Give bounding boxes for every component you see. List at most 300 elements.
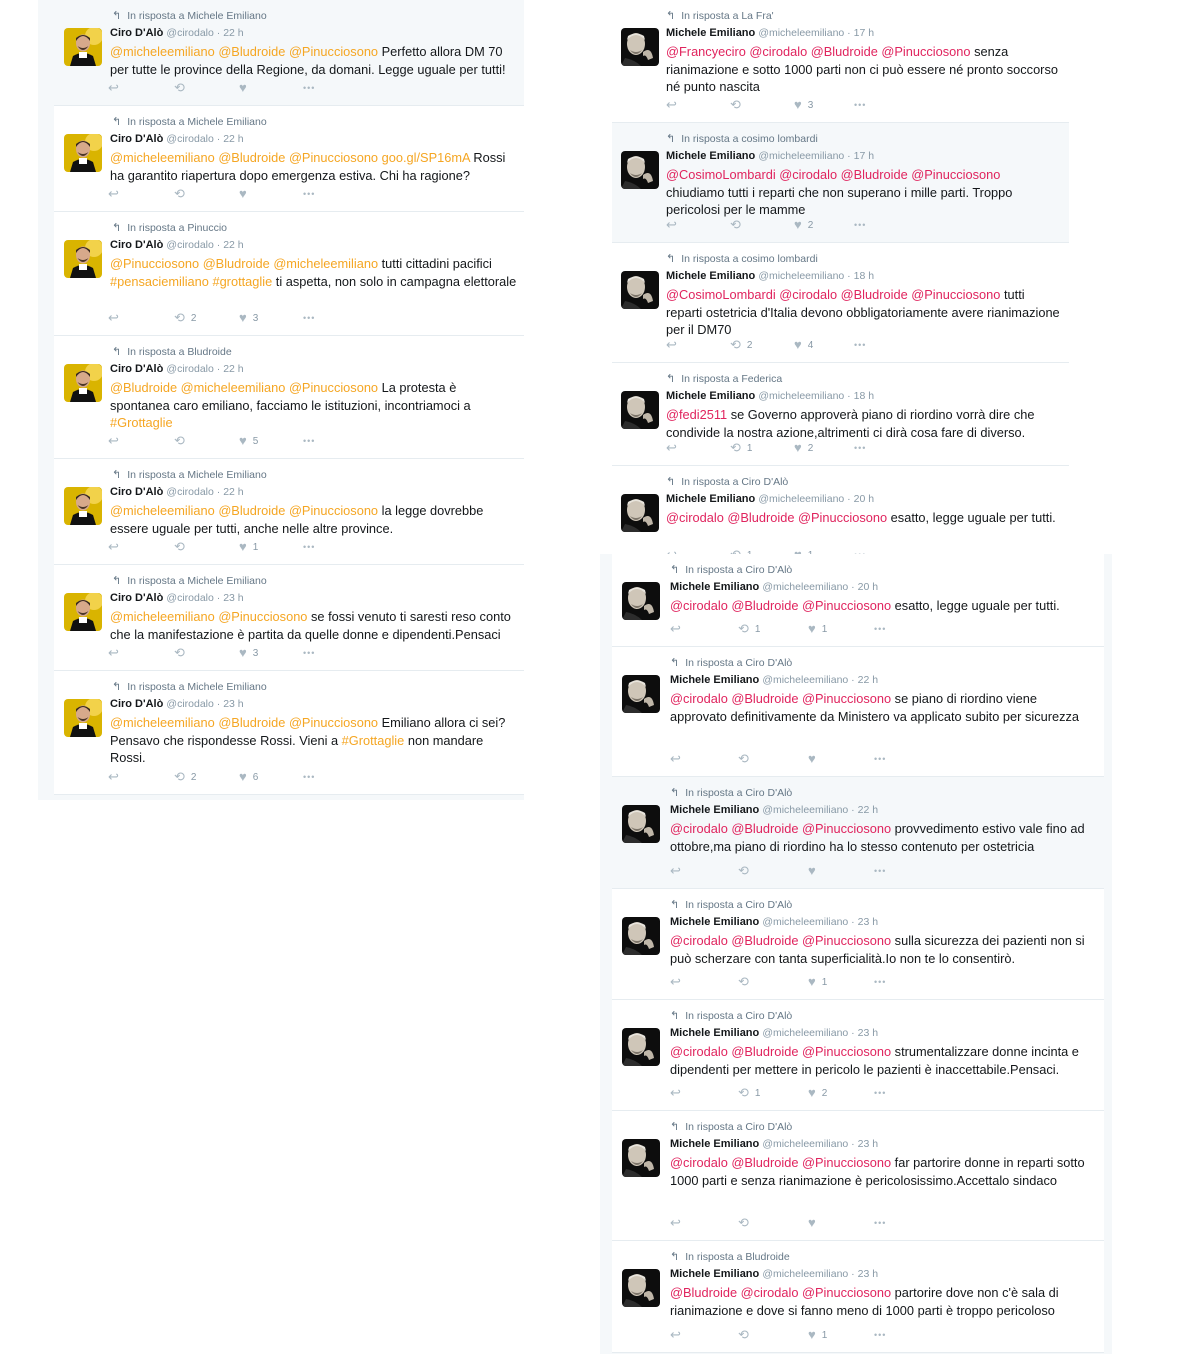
reply-icon: ↩	[666, 97, 677, 112]
heart-icon: ♥	[794, 97, 802, 112]
retweet-button[interactable]	[174, 539, 191, 555]
tweet[interactable]	[54, 565, 524, 671]
mention-link[interactable]: @Bludroide	[731, 933, 799, 948]
tweet[interactable]	[612, 123, 1069, 243]
timestamp[interactable]: 22 h	[223, 239, 244, 251]
mention-link[interactable]: @cirodalo	[740, 1285, 799, 1300]
like-button[interactable]	[239, 80, 253, 96]
mention-link[interactable]: @Bludroide	[840, 167, 908, 182]
tweet[interactable]	[612, 243, 1069, 363]
timestamp[interactable]: 22 h	[223, 27, 244, 39]
avatar[interactable]	[621, 28, 659, 66]
reply-context	[112, 680, 267, 693]
avatar[interactable]	[622, 805, 660, 843]
tweet[interactable]	[54, 336, 524, 459]
timestamp[interactable]: 23 h	[857, 1138, 879, 1150]
author-handle[interactable]: @micheleemiliano	[762, 916, 849, 928]
mention-link[interactable]: @Pinucciosono	[288, 380, 379, 395]
more-button[interactable]	[303, 539, 315, 555]
author-handle[interactable]: @cirodalo	[166, 133, 214, 145]
tweet[interactable]	[612, 363, 1069, 466]
reply-context	[670, 1250, 790, 1263]
avatar[interactable]	[64, 487, 102, 525]
like-button[interactable]	[808, 1327, 827, 1343]
mention-link[interactable]: @cirodalo	[670, 821, 728, 836]
reply-button[interactable]	[666, 217, 677, 233]
tweet[interactable]	[54, 459, 524, 565]
reply-context-icon: ↰	[112, 116, 122, 128]
author-name[interactable]: Michele Emiliano	[670, 1138, 760, 1150]
mention-link[interactable]: @cirodalo	[670, 1155, 728, 1170]
reply-context-icon: ↰	[666, 373, 676, 385]
retweet-button[interactable]	[174, 186, 191, 202]
mention-link[interactable]: @Bludroide	[731, 598, 799, 613]
timestamp[interactable]: 22 h	[223, 363, 244, 375]
like-button[interactable]	[239, 769, 258, 785]
reply-context-icon: ↰	[670, 1010, 680, 1022]
like-button[interactable]	[808, 974, 827, 990]
avatar[interactable]	[622, 1139, 660, 1177]
mention-link[interactable]: @Bludroide	[218, 503, 286, 518]
author-handle[interactable]: @cirodalo	[166, 239, 214, 251]
retweet-button[interactable]	[738, 751, 755, 767]
mention-link[interactable]: @micheleemiliano	[273, 256, 379, 271]
time-separator: ·	[213, 27, 224, 39]
mention-link[interactable]: @micheleemiliano	[110, 44, 215, 59]
tweet-text	[670, 932, 1096, 967]
tweet-header	[666, 270, 874, 282]
reply-button[interactable]	[108, 433, 119, 449]
mention-link[interactable]: @cirodalo	[749, 44, 808, 59]
avatar[interactable]	[622, 1028, 660, 1066]
timestamp[interactable]: 18 h	[853, 390, 875, 402]
tweet-actions	[612, 1085, 1104, 1101]
retweet-icon: ⟲	[174, 769, 185, 784]
mention-link[interactable]: @Bludroide	[218, 150, 286, 165]
heart-icon: ♥	[239, 310, 247, 325]
timestamp[interactable]: 23 h	[223, 698, 244, 710]
retweet-button[interactable]	[738, 1327, 755, 1343]
mention-link[interactable]: @CosimoLombardi	[666, 167, 776, 182]
author-name[interactable]: Michele Emiliano	[666, 390, 756, 402]
reply-button[interactable]	[108, 539, 119, 555]
time-separator: ·	[844, 270, 854, 282]
more-button[interactable]	[303, 186, 315, 202]
more-button[interactable]	[874, 1327, 886, 1343]
reply-context	[112, 115, 267, 128]
author-name[interactable]: Michele Emiliano	[670, 674, 760, 686]
author-name[interactable]: Michele Emiliano	[666, 493, 756, 505]
reply-button[interactable]	[666, 97, 677, 113]
retweet-button[interactable]	[174, 310, 196, 326]
author-handle[interactable]: @cirodalo	[166, 27, 214, 39]
mention-link[interactable]: @Bludroide	[202, 256, 270, 271]
author-handle[interactable]: @micheleemiliano	[762, 804, 849, 816]
retweet-button[interactable]	[738, 863, 755, 879]
author-handle[interactable]: @micheleemiliano	[758, 150, 845, 162]
reply-context-icon: ↰	[666, 10, 676, 22]
tweet[interactable]	[612, 889, 1104, 1000]
avatar[interactable]	[621, 271, 659, 309]
tweet-text	[110, 43, 518, 78]
more-button[interactable]	[874, 751, 886, 767]
author-handle[interactable]: @micheleemiliano	[758, 270, 845, 282]
like-button[interactable]	[239, 433, 258, 449]
more-button[interactable]	[303, 645, 315, 661]
reply-button[interactable]	[108, 310, 119, 326]
reply-context	[670, 1120, 792, 1133]
more-button[interactable]	[854, 440, 866, 456]
mention-link[interactable]: @fedi2511	[666, 407, 728, 422]
tweet[interactable]	[612, 554, 1104, 647]
reply-button[interactable]	[108, 186, 119, 202]
tweet[interactable]	[612, 647, 1104, 777]
mention-link[interactable]: @Pinucciosono	[110, 256, 200, 271]
reply-button[interactable]	[108, 80, 119, 96]
author-handle[interactable]: @micheleemiliano	[762, 674, 849, 686]
retweet-button[interactable]	[738, 1215, 755, 1231]
retweet-button[interactable]	[174, 80, 191, 96]
mention-link[interactable]: @Bludroide	[110, 380, 178, 395]
mention-link[interactable]: @Pinucciosono	[911, 287, 1001, 302]
tweet[interactable]	[612, 0, 1069, 123]
retweet-button[interactable]	[174, 433, 191, 449]
author-name[interactable]: Michele Emiliano	[670, 1027, 760, 1039]
tweet-header	[670, 1138, 878, 1150]
like-button[interactable]	[794, 337, 813, 353]
tweet[interactable]	[612, 777, 1104, 889]
retweet-button[interactable]	[738, 1085, 760, 1101]
more-button[interactable]	[874, 863, 886, 879]
timestamp[interactable]: 23 h	[857, 1268, 879, 1280]
heart-icon: ♥	[794, 337, 802, 352]
like-count: 1	[821, 976, 828, 988]
mention-link[interactable]: @micheleemiliano	[110, 503, 215, 518]
reply-context	[670, 898, 792, 911]
mention-link[interactable]: @Pinucciosono	[288, 44, 379, 59]
like-button[interactable]	[239, 310, 258, 326]
author-name[interactable]: Michele Emiliano	[670, 581, 760, 593]
timestamp[interactable]: 17 h	[853, 27, 875, 39]
hashtag-link[interactable]: #grottaglie	[212, 273, 273, 289]
time-separator: ·	[213, 363, 224, 375]
tweet-actions	[612, 1215, 1104, 1231]
like-button[interactable]	[794, 97, 813, 113]
author-handle[interactable]: @cirodalo	[166, 698, 214, 710]
like-button[interactable]	[808, 751, 822, 767]
tweet[interactable]	[612, 1241, 1104, 1353]
author-name[interactable]: Ciro D'Alò	[110, 239, 164, 251]
mention-link[interactable]: @Bludroide	[810, 44, 878, 59]
retweet-count: 2	[190, 312, 197, 324]
more-button[interactable]	[854, 337, 866, 353]
mention-link[interactable]: @CosimoLombardi	[666, 287, 776, 302]
author-name[interactable]: Ciro D'Alò	[110, 27, 164, 39]
retweet-button[interactable]	[730, 217, 747, 233]
heart-icon: ♥	[808, 621, 816, 636]
more-button[interactable]	[854, 97, 866, 113]
retweet-button[interactable]	[174, 645, 191, 661]
timestamp[interactable]: 22 h	[857, 674, 879, 686]
more-button[interactable]	[874, 974, 886, 990]
reply-context-text: In risposta a Ciro D'Alò	[685, 787, 793, 799]
more-button[interactable]	[303, 433, 315, 449]
mention-link[interactable]: @Francyeciro	[666, 44, 746, 59]
timestamp[interactable]: 20 h	[853, 493, 875, 505]
mention-link[interactable]: @Bludroide	[670, 1285, 738, 1300]
tweet[interactable]	[612, 1000, 1104, 1111]
reply-context-text: In risposta a Ciro D'Alò	[685, 1010, 793, 1022]
mention-link[interactable]: @Pinucciosono	[288, 715, 379, 730]
retweet-button[interactable]	[174, 769, 196, 785]
author-handle[interactable]: @micheleemiliano	[758, 493, 845, 505]
retweet-icon: ⟲	[738, 751, 749, 766]
mention-link[interactable]: @micheleemiliano	[180, 380, 286, 395]
reply-button[interactable]	[670, 751, 681, 767]
reply-context-icon: ↰	[112, 346, 122, 358]
avatar[interactable]	[622, 675, 660, 713]
author-handle[interactable]: @cirodalo	[166, 363, 214, 375]
tweet[interactable]	[54, 106, 524, 212]
hashtag-link[interactable]: #Grottaglie	[341, 732, 405, 748]
timestamp[interactable]: 18 h	[853, 270, 875, 282]
retweet-icon: ⟲	[174, 645, 185, 660]
like-button[interactable]	[808, 621, 827, 637]
mention-link[interactable]: @Pinucciosono	[288, 503, 379, 518]
mention-link[interactable]: @Pinucciosono	[802, 933, 892, 948]
avatar[interactable]	[64, 699, 102, 737]
mention-link[interactable]: @Bludroide	[218, 715, 286, 730]
retweet-icon: ⟲	[738, 1215, 749, 1230]
author-handle[interactable]: @micheleemiliano	[762, 1138, 849, 1150]
mention-link[interactable]: @Bludroide	[731, 1155, 799, 1170]
mention-link[interactable]: @Bludroide	[731, 691, 799, 706]
mention-link[interactable]: @Bludroide	[218, 44, 286, 59]
tweet-actions	[54, 645, 524, 661]
avatar[interactable]	[622, 582, 660, 620]
reply-button[interactable]	[666, 440, 677, 456]
mention-link[interactable]: @cirodalo	[670, 691, 728, 706]
tweet-actions	[54, 539, 524, 555]
avatar[interactable]	[621, 391, 659, 429]
timestamp[interactable]: 23 h	[223, 592, 244, 604]
avatar[interactable]	[64, 364, 102, 402]
reply-button[interactable]	[108, 769, 119, 785]
hashtag-link[interactable]: #Grottaglie	[110, 415, 173, 431]
mention-link[interactable]: @Pinucciosono	[798, 510, 888, 525]
reply-button[interactable]	[670, 974, 681, 990]
reply-context-text: In risposta a Pinuccio	[127, 222, 228, 234]
author-name[interactable]: Ciro D'Alò	[110, 363, 164, 375]
like-button[interactable]	[808, 1085, 827, 1101]
mention-link[interactable]: @Pinucciosono	[802, 691, 892, 706]
tweet-text	[110, 608, 518, 643]
mention-link[interactable]: @Bludroide	[840, 287, 908, 302]
author-name[interactable]: Michele Emiliano	[666, 27, 756, 39]
tweet-text	[110, 149, 518, 184]
reply-button[interactable]	[108, 645, 119, 661]
author-name[interactable]: Ciro D'Alò	[110, 592, 164, 604]
reply-button[interactable]	[670, 1085, 681, 1101]
author-name[interactable]: Michele Emiliano	[666, 270, 756, 282]
retweet-button[interactable]	[730, 97, 747, 113]
avatar[interactable]	[64, 134, 102, 172]
reply-context-icon: ↰	[670, 1121, 680, 1133]
mention-link[interactable]: @Pinucciosono	[881, 44, 971, 59]
reply-button[interactable]	[666, 337, 677, 353]
tweet-text	[666, 509, 1062, 527]
reply-icon: ↩	[108, 645, 119, 660]
author-handle[interactable]: @micheleemiliano	[758, 390, 845, 402]
reply-context	[670, 563, 792, 576]
reply-button[interactable]	[670, 863, 681, 879]
avatar[interactable]	[621, 151, 659, 189]
mention-link[interactable]: @Bludroide	[731, 821, 799, 836]
reply-button[interactable]	[670, 621, 681, 637]
time-separator: ·	[213, 239, 224, 251]
like-count: 4	[807, 339, 814, 351]
more-button[interactable]	[874, 1215, 886, 1231]
mention-link[interactable]: @cirodalo	[670, 598, 728, 613]
timestamp[interactable]: 20 h	[857, 581, 879, 593]
tweet-text-segment: non mandare Rossi.	[110, 732, 484, 766]
tweet-header	[670, 581, 878, 593]
retweet-button[interactable]	[730, 337, 752, 353]
author-name[interactable]: Ciro D'Alò	[110, 133, 164, 145]
mention-link[interactable]: @Bludroide	[731, 1044, 799, 1059]
mention-link[interactable]: @Pinucciosono	[288, 150, 379, 165]
like-button[interactable]	[239, 539, 258, 555]
reply-button[interactable]	[670, 1327, 681, 1343]
timestamp[interactable]: 23 h	[857, 1027, 879, 1039]
reply-context-text: In risposta a cosimo lombardi	[681, 133, 818, 145]
reply-context-text: In risposta a Bludroide	[685, 1251, 790, 1263]
author-handle[interactable]: @micheleemiliano	[762, 1027, 849, 1039]
author-name[interactable]: Ciro D'Alò	[110, 698, 164, 710]
tweet-text-segment: Perfetto allora DM 70 per tutte le province della Regione, da domani. Legge uguale per tutti!	[110, 44, 506, 77]
mention-link[interactable]: @Pinucciosono	[911, 167, 1001, 182]
timestamp[interactable]: 23 h	[857, 916, 879, 928]
author-handle[interactable]: @cirodalo	[166, 592, 214, 604]
avatar[interactable]	[622, 917, 660, 955]
more-icon: •••	[874, 1330, 887, 1340]
author-handle[interactable]: @micheleemiliano	[762, 581, 849, 593]
mention-link[interactable]: @Bludroide	[727, 510, 795, 525]
author-handle[interactable]: @micheleemiliano	[758, 27, 845, 39]
more-icon: •••	[854, 340, 867, 350]
like-button[interactable]	[794, 217, 813, 233]
author-handle[interactable]: @micheleemiliano	[762, 1268, 849, 1280]
retweet-button[interactable]	[738, 621, 760, 637]
reply-context-text: In risposta a La Fra'	[681, 10, 774, 22]
hashtag-link[interactable]: #pensaciemiliano	[110, 273, 209, 289]
timestamp[interactable]: 22 h	[223, 486, 244, 498]
reply-context	[112, 9, 267, 22]
like-button[interactable]	[239, 186, 253, 202]
reply-button[interactable]	[670, 1215, 681, 1231]
like-count: 6	[252, 771, 259, 783]
mention-link[interactable]: @Pinucciosono	[802, 1044, 892, 1059]
timestamp[interactable]: 17 h	[853, 150, 875, 162]
avatar[interactable]	[64, 28, 102, 66]
mention-link[interactable]: @micheleemiliano	[110, 715, 215, 730]
mention-link[interactable]: @micheleemiliano	[110, 150, 215, 165]
tweet-text-segment: Emiliano allora ci sei? Pensavo che rispondesse Rossi. Vieni a	[110, 715, 506, 748]
mention-link[interactable]: @Pinucciosono	[802, 1285, 892, 1300]
author-handle[interactable]: @cirodalo	[166, 486, 214, 498]
tweet[interactable]	[612, 1111, 1104, 1241]
mention-link[interactable]: @Pinucciosono	[802, 598, 892, 613]
mention-link[interactable]: @Pinucciosono	[802, 1155, 892, 1170]
mention-link[interactable]: @cirodalo	[666, 510, 724, 525]
author-name[interactable]: Michele Emiliano	[670, 1268, 760, 1280]
reply-context	[670, 786, 792, 799]
more-button[interactable]	[303, 769, 315, 785]
reply-icon: ↩	[108, 433, 119, 448]
author-name[interactable]: Michele Emiliano	[666, 150, 756, 162]
more-button[interactable]	[303, 80, 315, 96]
more-button[interactable]	[874, 621, 886, 637]
avatar[interactable]	[64, 593, 102, 631]
mention-link[interactable]: @cirodalo	[779, 287, 838, 302]
avatar[interactable]	[622, 1269, 660, 1307]
tweet-text-segment: partorire dove non c'è sala di rianimazione e dove si fanno meno di 1000 parti è troppo pericoloso	[670, 1285, 1059, 1318]
mention-link[interactable]: @cirodalo	[670, 933, 728, 948]
timestamp[interactable]: 22 h	[857, 804, 879, 816]
tweet-actions	[612, 440, 1069, 456]
like-count: 2	[821, 1087, 828, 1099]
more-button[interactable]	[303, 310, 315, 326]
avatar[interactable]	[64, 240, 102, 278]
tweet-text	[670, 1043, 1096, 1078]
retweet-button[interactable]	[738, 974, 755, 990]
url-link[interactable]: goo.gl/SP16mA	[381, 150, 470, 165]
like-button[interactable]	[808, 1215, 822, 1231]
like-button[interactable]	[808, 863, 822, 879]
time-separator: ·	[848, 1268, 858, 1280]
author-name[interactable]: Michele Emiliano	[670, 916, 760, 928]
reply-icon: ↩	[666, 440, 677, 455]
tweet-header	[666, 27, 874, 39]
mention-link[interactable]: @cirodalo	[779, 167, 838, 182]
avatar[interactable]	[621, 494, 659, 532]
retweet-count: 2	[190, 771, 197, 783]
mention-link[interactable]: @Pinucciosono	[218, 609, 308, 624]
tweet-text-segment: Rossi ha garantito riapertura dopo emergenza estiva. Chi ha ragione?	[110, 150, 506, 183]
author-name[interactable]: Michele Emiliano	[670, 804, 760, 816]
like-button[interactable]	[794, 440, 813, 456]
timestamp[interactable]: 22 h	[223, 133, 244, 145]
mention-link[interactable]: @Pinucciosono	[802, 821, 892, 836]
tweet[interactable]	[54, 671, 524, 795]
reply-context	[670, 1009, 792, 1022]
mention-link[interactable]: @cirodalo	[670, 1044, 728, 1059]
more-button[interactable]	[874, 1085, 886, 1101]
like-button[interactable]	[239, 645, 258, 661]
reply-context-icon: ↰	[112, 469, 122, 481]
author-name[interactable]: Ciro D'Alò	[110, 486, 164, 498]
tweet[interactable]	[54, 0, 524, 106]
tweet-header	[670, 674, 878, 686]
more-button[interactable]	[854, 217, 866, 233]
tweet-actions	[612, 337, 1069, 353]
reply-icon: ↩	[670, 1085, 681, 1100]
retweet-button[interactable]	[730, 440, 752, 456]
more-icon: •••	[874, 977, 887, 987]
mention-link[interactable]: @micheleemiliano	[110, 609, 215, 624]
tweet[interactable]	[54, 212, 524, 336]
reply-context-icon: ↰	[670, 787, 680, 799]
